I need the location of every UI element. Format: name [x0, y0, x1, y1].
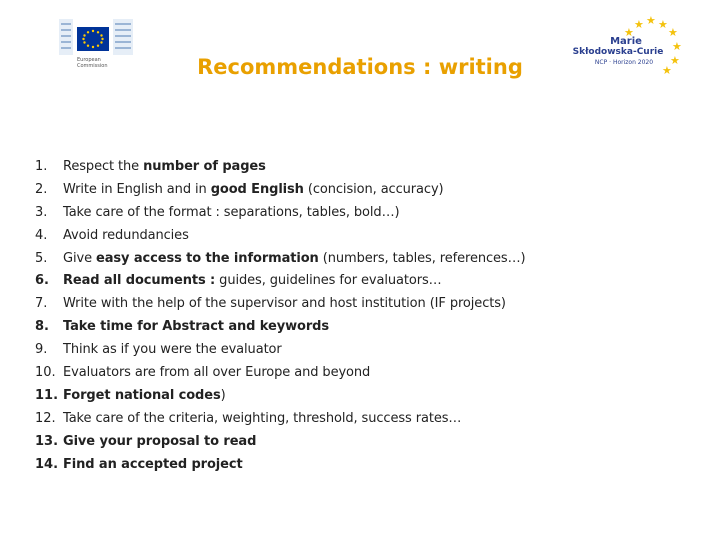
list-item	[35, 407, 700, 430]
european-commission-logo	[57, 17, 137, 72]
plain-text: Take care of the criteria, weighting, threshold, success rates…	[63, 410, 462, 426]
list-item-text	[63, 182, 444, 197]
plain-text: Think as if you were the evaluator	[63, 342, 282, 358]
list-item	[35, 338, 700, 361]
list-item-text	[63, 273, 442, 288]
plain-text: Write with the help of the supervisor and host institution (IF projects)	[63, 296, 506, 312]
list-item-text	[63, 457, 243, 472]
emphasis-text: easy access to the information	[96, 250, 319, 266]
list-item	[35, 155, 700, 178]
emphasis-text: Give your proposal to read	[63, 433, 257, 449]
plain-text: (numbers, tables, references…)	[318, 250, 526, 266]
list-item	[35, 292, 700, 315]
list-item-text	[63, 411, 461, 426]
plain-text: Give	[63, 250, 97, 266]
recommendations-list	[35, 155, 700, 475]
emphasis-text: Forget national codes	[63, 387, 221, 403]
svg-text:★: ★	[670, 54, 680, 67]
emphasis-text: Read all documents :	[63, 273, 216, 289]
plain-text: Respect the	[63, 158, 144, 174]
list-item-text	[63, 228, 189, 243]
list-item-text	[63, 388, 226, 403]
list-item-number: 6.	[35, 273, 49, 289]
list-item	[35, 201, 700, 224]
emphasis-text: Find an accepted project	[63, 456, 243, 472]
svg-text:★: ★	[634, 18, 644, 31]
list-item	[35, 315, 700, 338]
plain-text: Avoid redundancies	[63, 227, 189, 243]
emphasis-text: number of pages	[143, 158, 266, 174]
list-item-number: 2.	[35, 181, 48, 197]
list-item-text	[63, 251, 525, 266]
list-item	[35, 453, 700, 476]
list-item	[35, 178, 700, 201]
mc-logo-line2: Skłodowska-Curie	[572, 47, 664, 57]
svg-text:★: ★	[658, 18, 668, 31]
svg-text:European: European	[77, 57, 101, 63]
list-item-number: 7.	[35, 296, 48, 312]
list-item-number: 1.	[35, 158, 48, 174]
mc-logo-line3: NCP · Horizon 2020	[594, 59, 654, 66]
svg-text:★: ★	[672, 40, 682, 53]
list-item-number: 12.	[35, 410, 56, 426]
list-item	[35, 430, 700, 453]
svg-text:★: ★	[646, 14, 656, 27]
svg-text:★: ★	[668, 26, 678, 39]
list-item-text	[63, 205, 399, 220]
svg-text:Commission: Commission	[77, 63, 108, 69]
mc-logo-line1: Marie	[610, 36, 642, 47]
plain-text: Take care of the format : separations, tables, bold…)	[63, 204, 400, 220]
list-item	[35, 384, 700, 407]
plain-text: (concision, accuracy)	[303, 181, 444, 197]
plain-text: )	[220, 387, 226, 403]
list-item-text	[63, 296, 506, 311]
list-item-text	[63, 319, 329, 334]
plain-text: Write in English and in	[63, 181, 211, 197]
list-item	[35, 247, 700, 270]
list-item-number: 11.	[35, 387, 59, 403]
svg-text:★: ★	[624, 26, 634, 39]
emphasis-text: good English	[210, 181, 304, 197]
list-item	[35, 361, 700, 384]
svg-text:★: ★	[662, 64, 672, 76]
list-item-number: 9.	[35, 342, 48, 358]
list-item-number: 13.	[35, 433, 59, 449]
list-item-number: 8.	[35, 319, 49, 335]
list-item-number: 10.	[35, 364, 56, 380]
list-item	[35, 269, 700, 292]
plain-text: guides, guidelines for evaluators…	[215, 273, 442, 289]
emphasis-text: Take time for Abstract and keywords	[63, 319, 329, 335]
marie-curie-logo	[566, 14, 686, 76]
list-item-number: 5.	[35, 250, 48, 266]
slide-title: Recommendations : writing	[197, 55, 523, 79]
list-item	[35, 224, 700, 247]
list-item-text	[63, 434, 256, 449]
list-item-text	[63, 365, 370, 380]
list-item-number: 4.	[35, 227, 48, 243]
list-item-text	[63, 159, 266, 174]
list-item-text	[63, 342, 282, 357]
plain-text: Evaluators are from all over Europe and beyond	[63, 364, 371, 380]
list-item-number: 14.	[35, 456, 59, 472]
list-item-number: 3.	[35, 204, 48, 220]
